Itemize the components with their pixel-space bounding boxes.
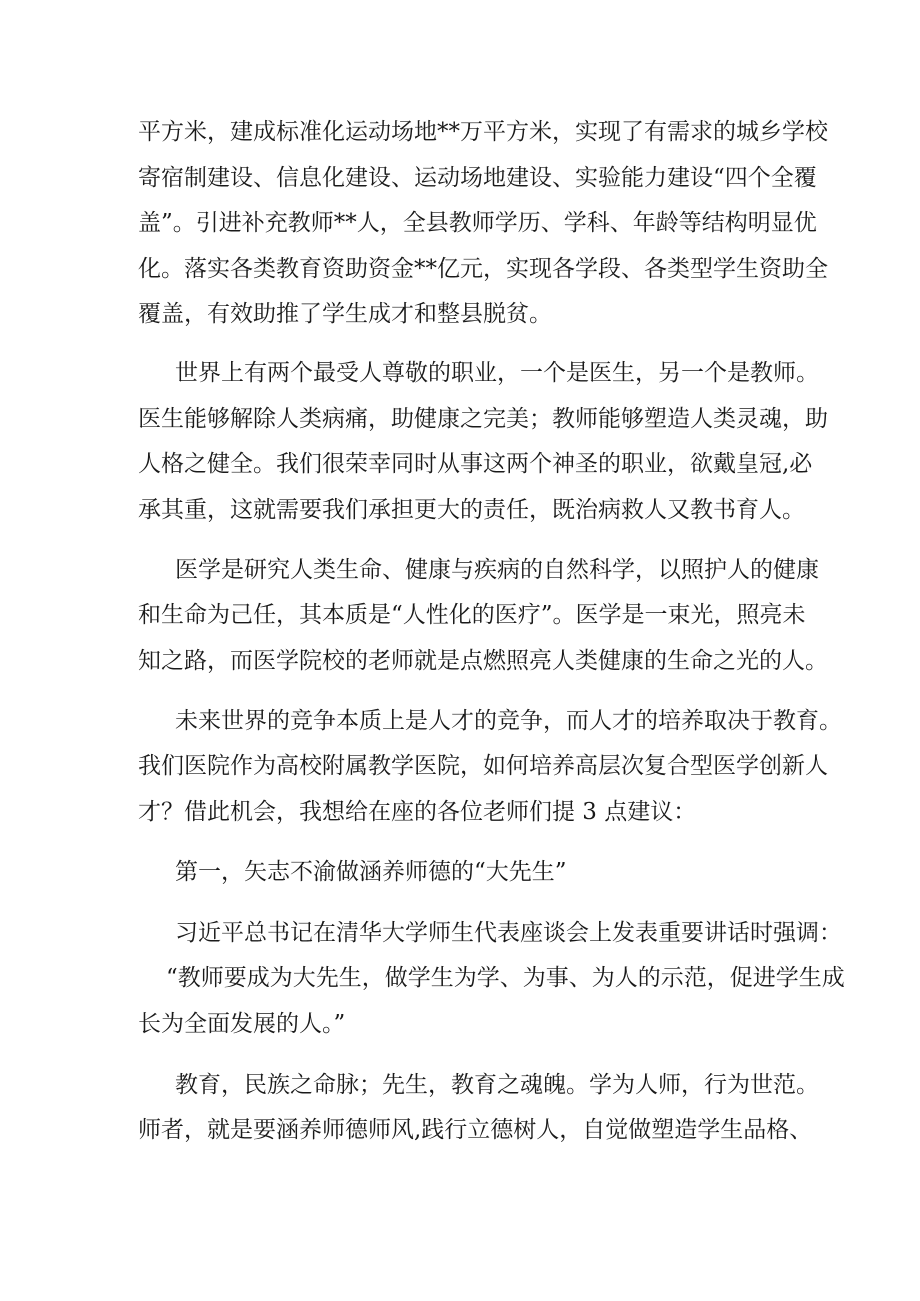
text-line: 承其重，这就需要我们承担更大的责任，既治病救人又教书育人。	[138, 497, 805, 523]
section-heading: 第一，矢志不渝做涵养师德的“大先生”	[175, 859, 567, 885]
text-line: 习近平总书记在清华大学师生代表座谈会上发表重要讲话时强调：	[175, 920, 842, 946]
text-line: 才？借此机会，我想给在座的各位老师们提 3 点建议：	[138, 799, 697, 825]
text-line: 寄宿制建设、信息化建设、运动场地建设、实验能力建设“四个全覆	[138, 165, 817, 191]
text-line: 未来世界的竞争本质上是人才的竞争，而人才的培养取决于教育。	[175, 708, 842, 734]
text-line: 教育，民族之命脉；先生，教育之魂魄。学为人师，行为世范。	[175, 1072, 819, 1098]
text-line: 世界上有两个最受人尊敬的职业，一个是医生，另一个是教师。	[175, 360, 819, 386]
text-line: 覆盖，有效助推了学生成才和整县脱贫。	[138, 301, 552, 327]
text-line: 我们医院作为高校附属教学医院，如何培养高层次复合型医学创新人	[138, 753, 828, 779]
text-line: 医生能够解除人类病痛，助健康之完美；教师能够塑造人类灵魂，助	[138, 406, 828, 432]
text-line: 师者，就是要涵养师德师风,践行立德树人，自觉做塑造学生品格、	[138, 1117, 813, 1143]
text-line: 人格之健全。我们很荣幸同时从事这两个神圣的职业，欲戴皇冠,必	[138, 451, 813, 477]
text-line: 和生命为己任，其本质是“人性化的医疗”。医学是一束光，照亮未	[138, 602, 806, 628]
text-line: 知之路，而医学院校的老师就是点燃照亮人类健康的生命之光的人。	[138, 648, 828, 674]
text-line: 平方米，建成标准化运动场地**万平方米，实现了有需求的城乡学校	[138, 119, 828, 145]
text-line: 化。落实各类教育资助资金**亿元，实现各学段、各类型学生资助全	[138, 256, 828, 282]
text-line: “教师要成为大先生，做学生为学、为事、为人的示范，促进学生成	[166, 965, 845, 991]
text-line: 盖”。引进补充教师**人，全县教师学历、学科、年龄等结构明显优	[138, 210, 817, 236]
text-line: 医学是研究人类生命、健康与疾病的自然科学，以照护人的健康	[175, 557, 819, 583]
text-line: 长为全面发展的人。”	[138, 1011, 346, 1037]
